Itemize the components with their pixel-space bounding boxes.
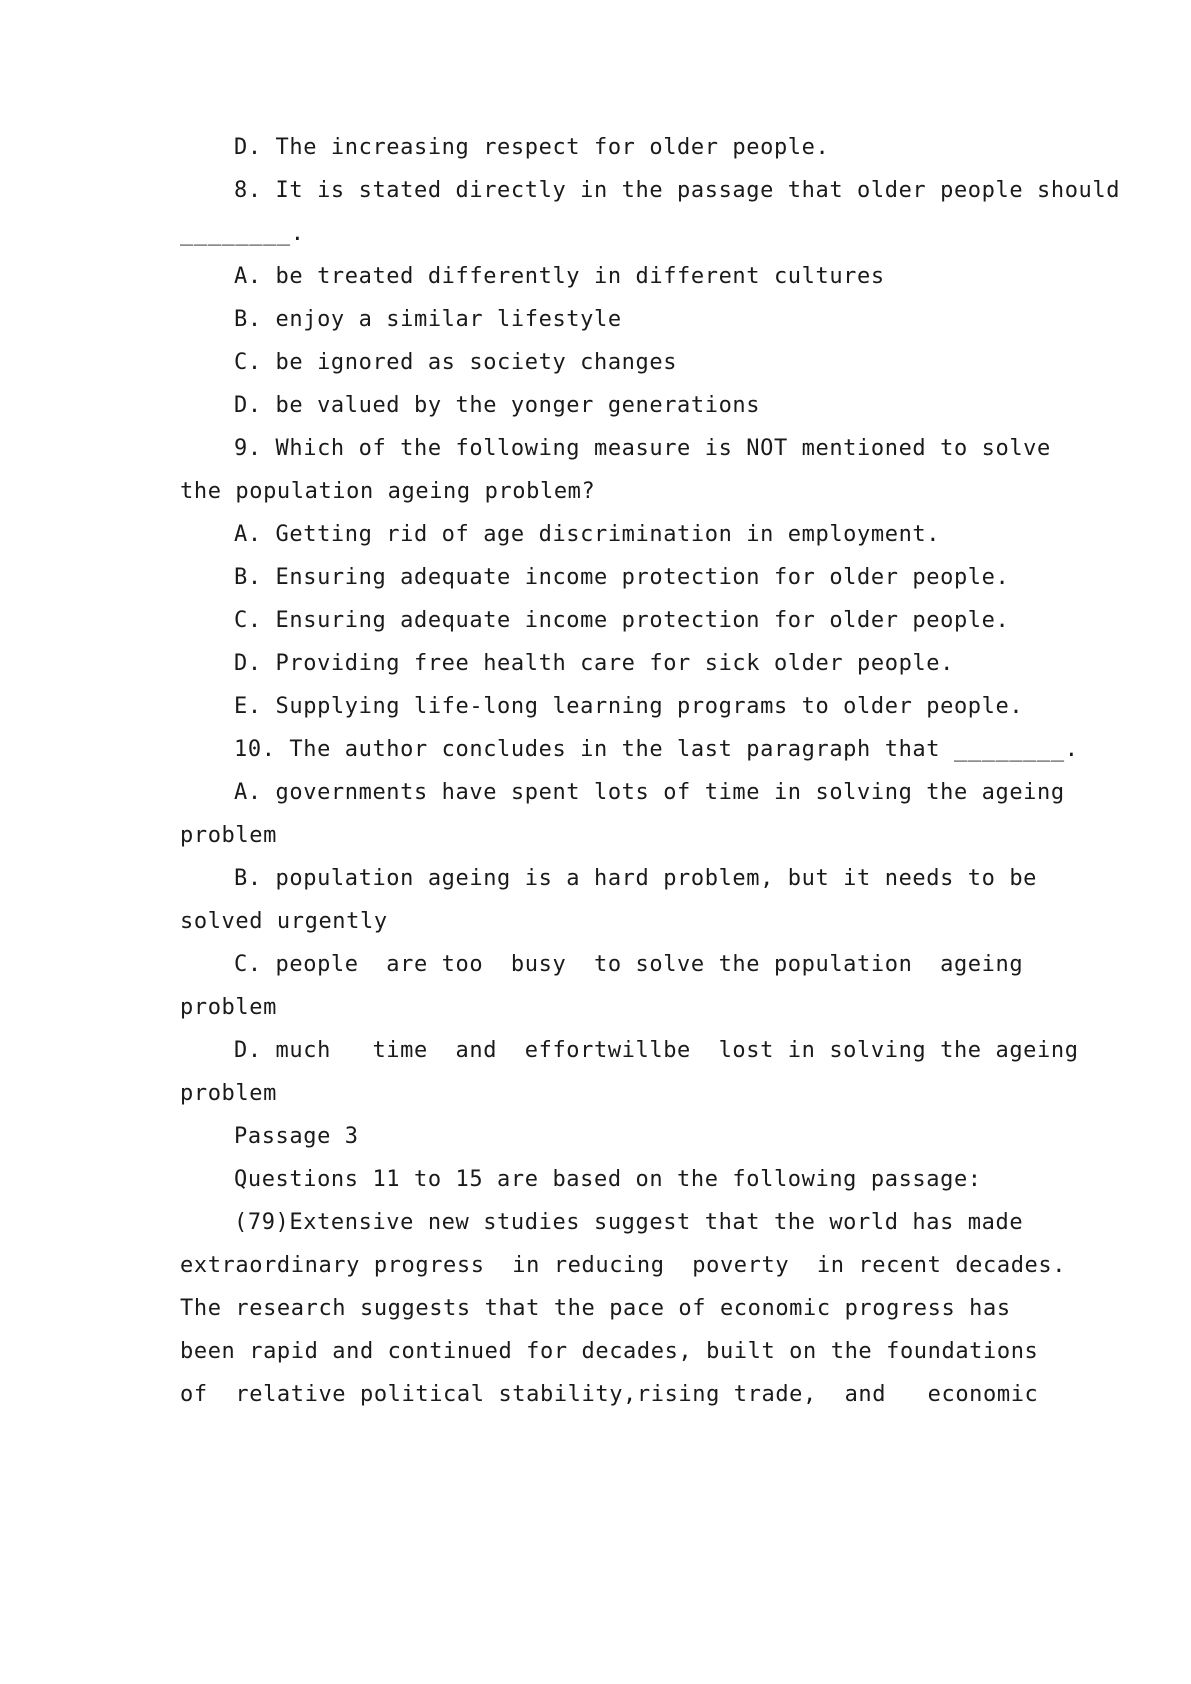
passage-text: been rapid and continued for decades, built on the foundations [180, 1339, 1039, 1364]
option-a: A. Getting rid of age discrimination in employment. [234, 522, 941, 547]
option-a-continued: problem [180, 823, 277, 848]
option-c: C. people are too busy to solve the population ageing [234, 952, 1024, 977]
option-c-continued: problem [180, 995, 277, 1020]
passage-heading: Passage 3 [234, 1124, 359, 1149]
option-b: B. enjoy a similar lifestyle [234, 307, 622, 332]
option-d: D. much time and effortwillbe lost in solving the ageing [234, 1038, 1079, 1063]
option-d: D. Providing free health care for sick older people. [234, 651, 954, 676]
question-9-continued: the population ageing problem? [180, 479, 596, 504]
passage-text: extraordinary progress in reducing poverty in recent decades. [180, 1253, 1067, 1278]
option-a: A. governments have spent lots of time in solving the ageing [234, 780, 1065, 805]
question-9: 9. Which of the following measure is NOT mentioned to solve [234, 436, 1051, 461]
question-10: 10. The author concludes in the last paragraph that ________. [234, 737, 1079, 762]
option-b: B. Ensuring adequate income protection for older people. [234, 565, 1010, 590]
question-8: 8. It is stated directly in the passage that older people should [234, 178, 1121, 203]
option-b-continued: solved urgently [180, 909, 388, 934]
passage-text: (79)Extensive new studies suggest that the world has made [234, 1210, 1024, 1235]
option-c: C. Ensuring adequate income protection for older people. [234, 608, 1010, 633]
option-d-continued: problem [180, 1081, 277, 1106]
option-e: E. Supplying life-long learning programs to older people. [234, 694, 1024, 719]
text-line: D. The increasing respect for older people. [234, 135, 830, 160]
passage-text: The research suggests that the pace of economic progress has [180, 1296, 1011, 1321]
option-b: B. population ageing is a hard problem, but it needs to be [234, 866, 1038, 891]
option-a: A. be treated differently in different cultures [234, 264, 885, 289]
passage-instructions: Questions 11 to 15 are based on the following passage: [234, 1167, 982, 1192]
answer-blank: ________. [180, 221, 305, 246]
passage-text: of relative political stability,rising trade, and economic [180, 1382, 1039, 1407]
option-c: C. be ignored as society changes [234, 350, 678, 375]
option-d: D. be valued by the yonger generations [234, 393, 761, 418]
